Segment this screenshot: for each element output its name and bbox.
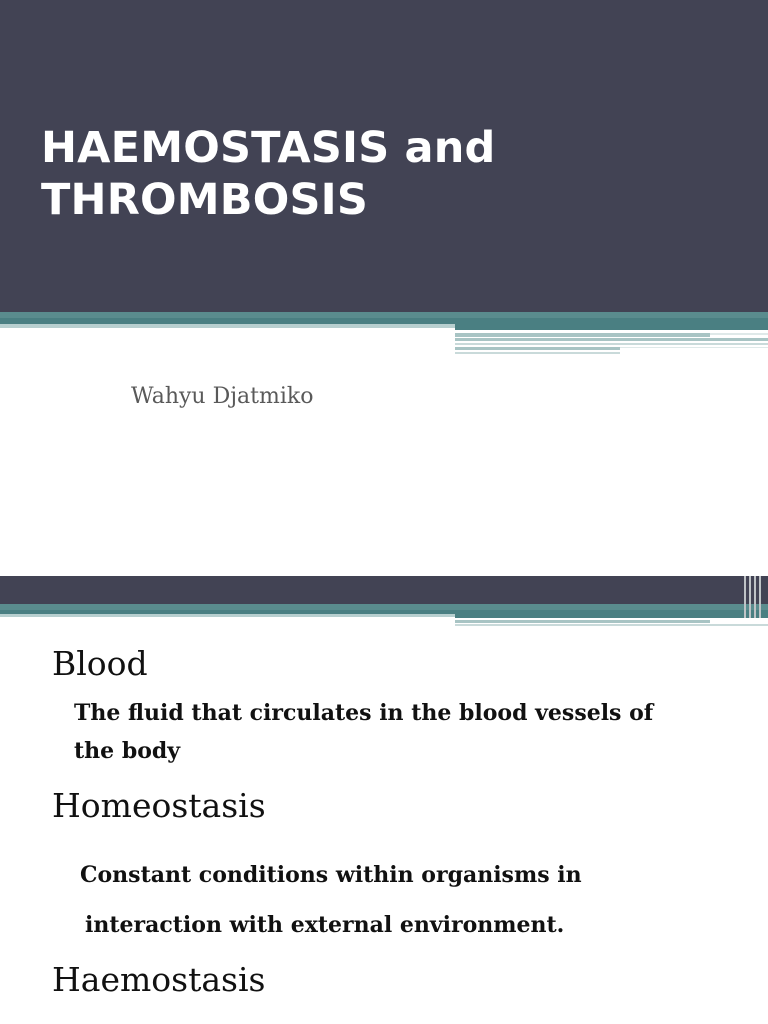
stripe: [455, 610, 768, 618]
stripe: [455, 352, 620, 354]
stripe: [455, 347, 620, 350]
slide-title-line-1: HAEMOSTASIS and: [41, 123, 496, 173]
stripe: [0, 614, 455, 617]
stripe: [455, 624, 768, 626]
blood-definition-line-1: The fluid that circulates in the blood vessels of: [74, 700, 654, 726]
stripe: [455, 333, 710, 337]
title-band: [0, 0, 768, 312]
stripe: [455, 338, 768, 341]
stripe: [455, 620, 710, 623]
edge-mark: [754, 576, 756, 618]
stripe: [455, 318, 768, 330]
edge-mark: [759, 576, 761, 618]
homeostasis-definition-line-2: interaction with external environment.: [85, 912, 565, 938]
author-name: Wahyu Djatmiko: [131, 384, 314, 409]
edge-marks: [744, 576, 766, 618]
content-slide: [0, 576, 768, 1024]
edge-mark: [744, 576, 746, 618]
stripe: [620, 347, 768, 348]
heading-homeostasis: Homeostasis: [52, 786, 266, 825]
stripe: [0, 324, 455, 328]
slide-title-line-2: THROMBOSIS: [41, 175, 369, 225]
slide-title: [41, 122, 721, 226]
blood-definition-line-2: the body: [74, 738, 181, 764]
header-band: [0, 576, 768, 604]
stripe: [710, 333, 768, 335]
stripe: [455, 343, 768, 345]
heading-haemostasis: Haemostasis: [52, 960, 266, 999]
decorative-stripes: [0, 312, 768, 358]
heading-blood: Blood: [52, 644, 148, 683]
edge-mark: [749, 576, 751, 618]
homeostasis-definition-line-1: Constant conditions within organisms in: [80, 862, 582, 888]
